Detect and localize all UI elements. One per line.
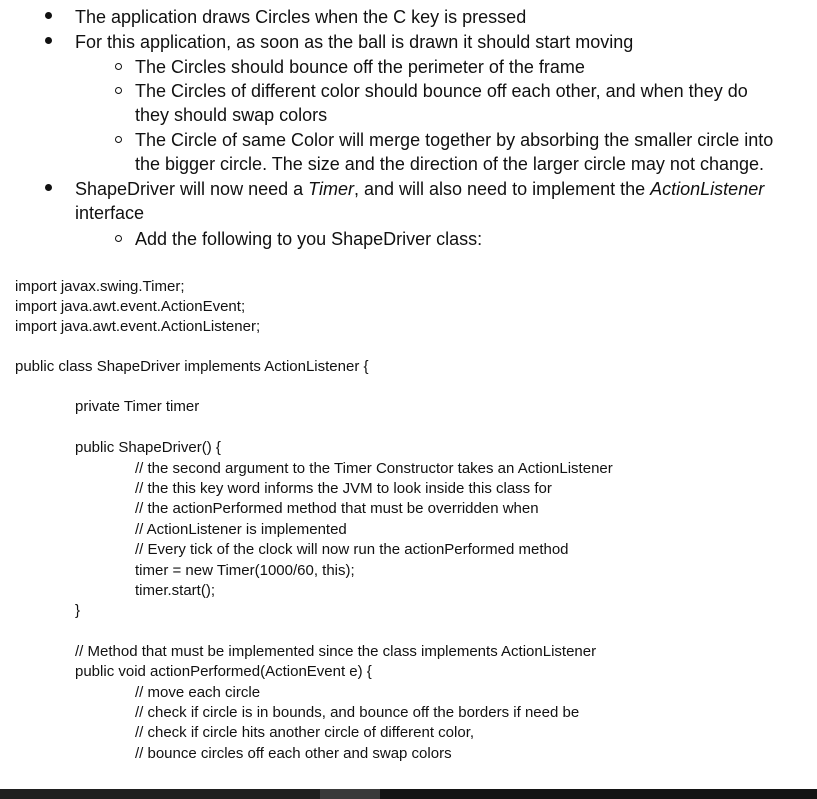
bullet-text-2: For this application, as soon as the ball is drawn it should start moving xyxy=(75,32,634,52)
code-import-actionlistener: import java.awt.event.ActionListener; xyxy=(15,318,261,335)
bottom-dark-strip xyxy=(0,789,817,799)
code-comment-4: // ActionListener is implemented xyxy=(135,521,347,538)
code-method-comment-1: // move each circle xyxy=(135,684,261,701)
bullet-text-3-line1 xyxy=(75,180,764,198)
sub-bullet-icon xyxy=(115,87,122,94)
bullet-text-3-mid: , and will also need to implement the xyxy=(353,179,651,199)
sub-bullet-icon xyxy=(115,235,122,242)
code-statement-new-timer: timer = new Timer(1000/60, this); xyxy=(135,562,355,579)
code-constructor-close-brace: } xyxy=(75,602,81,619)
code-import-actionevent: import java.awt.event.ActionEvent; xyxy=(15,298,246,315)
bullet-icon xyxy=(45,37,52,44)
bottom-strip-segment xyxy=(380,789,817,799)
bullet-text-3-timer: Timer xyxy=(308,179,354,199)
sub-bullet-icon xyxy=(115,63,122,70)
code-method-comment-4: // bounce circles off each other and swap colors xyxy=(135,745,452,762)
code-statement-timer-start: timer.start(); xyxy=(135,582,216,599)
bullet-text-1: The application draws Circles when the C key is pressed xyxy=(75,7,527,27)
sub-bullet-text-2b-line2: they should swap colors xyxy=(135,105,328,125)
sub-bullet-text-2b-line1: The Circles of different color should bounce off each other, and when they do xyxy=(135,81,748,101)
code-comment-3: // the actionPerformed method that must be overridden when xyxy=(135,500,539,517)
code-method-comment-3: // check if circle hits another circle of different color, xyxy=(135,724,475,741)
code-field-timer: private Timer timer xyxy=(75,398,200,415)
code-method-comment-2: // check if circle is in bounds, and bounce off the borders if need be xyxy=(135,704,580,721)
bullet-text-3-line2: interface xyxy=(75,203,145,223)
code-comment-2: // the this key word informs the JVM to look inside this class for xyxy=(135,480,552,497)
code-comment-5: // Every tick of the clock will now run the actionPerformed method xyxy=(135,541,569,558)
bullet-text-3-actionlistener: ActionListener xyxy=(650,179,765,199)
sub-bullet-text-2c-line2: the bigger circle. The size and the direction of the larger circle may not change. xyxy=(135,154,765,174)
code-method-signature: public void actionPerformed(ActionEvent e) { xyxy=(75,663,372,680)
sub-bullet-text-2a: The Circles should bounce off the perimeter of the frame xyxy=(135,57,585,77)
bullet-text-3-pre: ShapeDriver will now need a xyxy=(75,179,309,199)
bullet-icon xyxy=(45,12,52,19)
bullet-icon xyxy=(45,184,52,191)
sub-bullet-icon xyxy=(115,136,122,143)
code-class-declaration: public class ShapeDriver implements ActionListener { xyxy=(15,358,369,375)
sub-bullet-text-3a: Add the following to you ShapeDriver class: xyxy=(135,229,483,249)
code-import-timer: import javax.swing.Timer; xyxy=(15,278,185,295)
code-constructor-signature: public ShapeDriver() { xyxy=(75,439,221,456)
code-comment-1: // the second argument to the Timer Constructor takes an ActionListener xyxy=(135,460,613,477)
code-method-comment: // Method that must be implemented since the class implements ActionListener xyxy=(75,643,597,660)
sub-bullet-text-2c-line1: The Circle of same Color will merge together by absorbing the smaller circle into xyxy=(135,130,774,150)
bottom-strip-segment xyxy=(0,789,320,799)
bottom-strip-segment xyxy=(320,789,380,799)
